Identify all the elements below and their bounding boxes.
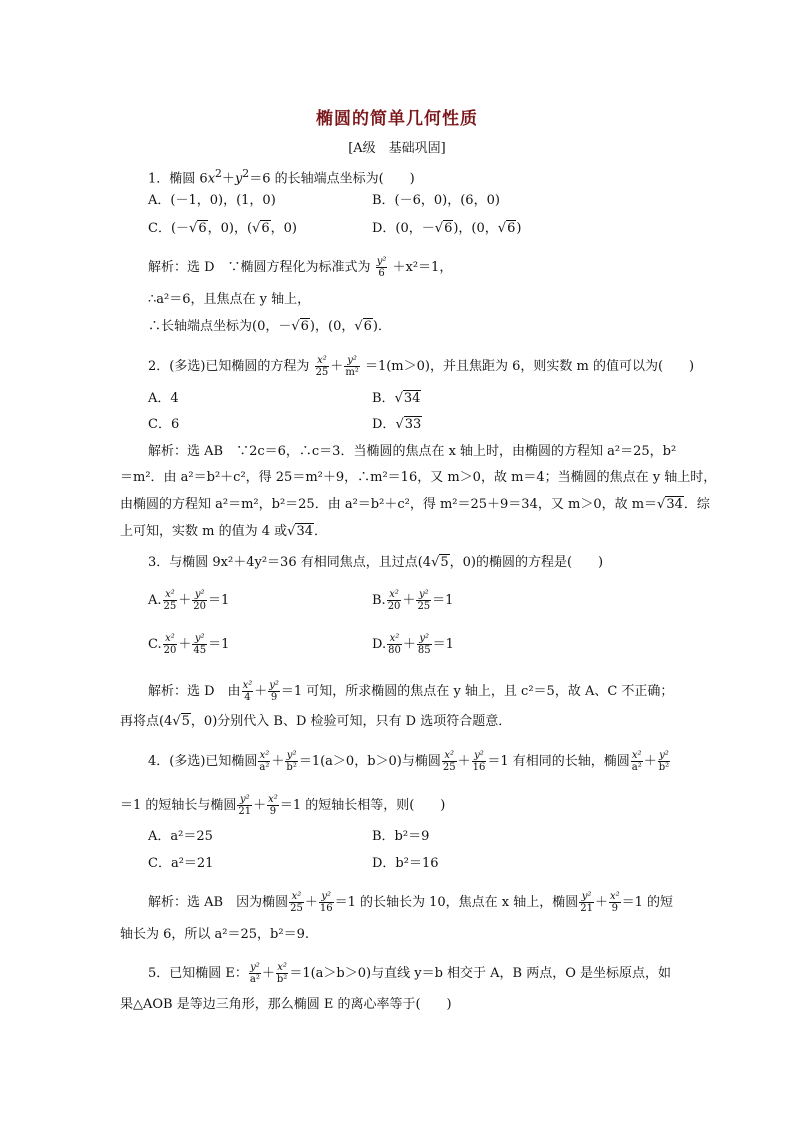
fraction: $\frac{\text{y²}}{25}$ bbox=[417, 589, 431, 612]
fraction: $\frac{\text{x²}}{20}$ bbox=[387, 589, 401, 612]
q2-option-b: B．√34 bbox=[372, 391, 421, 406]
q5-stem-line-1: 5．已知椭圆 E： $\frac{\text{y²}}{\text{a²}}$ ＋ $\frac{\text{x²}}{\text{b²}}$ ＝1(a＞b＞0)与直线 y＝b 相交于 A，B 两点，O 是坐标原点，如 bbox=[148, 962, 672, 985]
q1-option-c: C．(－√6，0)，(√6，0) bbox=[148, 221, 297, 236]
fraction: $\frac{\text{y²}}{45}$ bbox=[193, 633, 207, 656]
q4-option-a: A．a²＝25 bbox=[148, 829, 213, 844]
fraction: $\frac{\text{y²}}{20}$ bbox=[193, 589, 207, 612]
q1-solution-line-1: 解析：选 D ∵椭圆方程化为标准式为 $\frac{\text{y²}}{6}$ ＋x²＝1， bbox=[148, 256, 453, 279]
fraction: $\frac{\text{y²}}{\text{a²}}$ bbox=[249, 962, 260, 985]
fraction: $\frac{\text{x²}}{9}$ bbox=[610, 891, 620, 914]
fraction: $\frac{\text{y²}}{9}$ bbox=[269, 680, 279, 703]
q4-solution-line-2: 轴长为 6，所以 a²＝25，b²＝9. bbox=[120, 927, 309, 942]
page-title: 椭圆的简单几何性质 bbox=[316, 109, 478, 129]
fraction: $\frac{\text{x²}}{80}$ bbox=[388, 633, 401, 656]
fraction: $\frac{\text{x²}}{9}$ bbox=[268, 794, 278, 817]
fraction: $\frac{\text{x²}}{25}$ bbox=[442, 750, 456, 773]
level-heading: [A级 基础巩固] bbox=[348, 141, 446, 156]
q4-option-c: C．a²＝21 bbox=[148, 856, 214, 871]
q1-solution-line-2: ∴a²＝6，且焦点在 y 轴上， bbox=[148, 292, 311, 307]
q2-solution-line-3: 由椭圆的方程知 a²＝m²，b²＝25．由 a²＝b²＋c²，得 m²＝25＋9＝34，又 m＞0，故 m＝√34．综 bbox=[120, 497, 710, 512]
q1-option-d: D．(0，－√6)，(0，√6) bbox=[372, 221, 522, 236]
q2-solution-line-4: 上可知，实数 m 的值为 4 或√34． bbox=[120, 524, 327, 539]
q1-option-b: B．(－6，0)，(6，0) bbox=[372, 193, 500, 208]
q3-solution-line-1: 解析：选 D 由 $\frac{\text{x²}}{4}$ ＋ $\frac{\text{y²}}{9}$ ＝1 可知，所求椭圆的焦点在 y 轴上，且 c²＝5，故 A、C 不正确； bbox=[148, 680, 674, 703]
q2-stem: 2．(多选)已知椭圆的方程为 $\frac{\text{x²}}{25}$ ＋ $\frac{\text{y²}}{\text{m²}}$ ＝1(m＞0)，并且焦距为 6，则实数 m 的值可以为( ) bbox=[148, 355, 695, 378]
fraction: $\frac{\text{x²}}{\text{a²}}$ bbox=[259, 750, 270, 773]
fraction: $\frac{\text{y²}}{\text{m²}}$ bbox=[345, 355, 359, 378]
fraction: $\frac{\text{y²}}{16}$ bbox=[319, 891, 333, 914]
q1-solution-line-3: ∴长轴端点坐标为(0，－√6)，(0，√6)． bbox=[148, 319, 391, 334]
fraction: $\frac{\text{x²}}{\text{a²}}$ bbox=[631, 750, 642, 773]
q4-stem-line-1: 4．(多选)已知椭圆 $\frac{\text{x²}}{\text{a²}}$ ＋ $\frac{\text{y²}}{\text{b²}}$ ＝1(a＞0，b＞0)与椭圆 $\frac{\text{x²}}{25}$ ＋ $\frac{\text{y²}}{16}$ ＝1 有相同的长轴，椭圆 $\frac{\text{x²}}{\text{a²}}$ ＋ $\frac{\text{y²}}{\text{b²}}$ bbox=[148, 750, 670, 773]
q5-stem-line-2: 果△AOB 是等边三角形，那么椭圆 E 的离心率等于( ) bbox=[120, 997, 452, 1012]
q4-solution-line-1: 解析：选 AB 因为椭圆 $\frac{\text{x²}}{25}$ ＋ $\frac{\text{y²}}{16}$ ＝1 的长轴长为 10，焦点在 x 轴上，椭圆 $\frac{\text{y²}}{21}$ ＋ $\frac{\text{x²}}{9}$ ＝1 的短 bbox=[148, 891, 674, 914]
q3-option-c: C. $\frac{\text{x²}}{20}$ ＋ $\frac{\text{y²}}{45}$ ＝1 bbox=[148, 633, 230, 656]
q4-stem-line-2: ＝1 的短轴长与椭圆 $\frac{\text{y²}}{21}$ ＋ $\frac{\text{x²}}{9}$ ＝1 的短轴长相等，则( ) bbox=[120, 794, 446, 817]
q2-solution-line-2: ＝m²．由 a²＝b²＋c²，得 25＝m²＋9，∴m²＝16，又 m＞0，故 m＝4；当椭圆的焦点在 y 轴上时， bbox=[120, 470, 717, 485]
fraction: $\frac{\text{y²}}{6}$ bbox=[376, 256, 387, 279]
fraction: $\frac{\text{x²}}{\text{b²}}$ bbox=[276, 962, 288, 985]
q2-option-a: A．4 bbox=[148, 391, 179, 406]
q2-option-c: C．6 bbox=[148, 417, 180, 432]
fraction: $\frac{\text{y²}}{21}$ bbox=[238, 794, 252, 817]
q2-solution-line-1: 解析：选 AB ∵2c＝6，∴c＝3．当椭圆的焦点在 x 轴上时，由椭圆的方程知 a²＝25，b² bbox=[148, 444, 677, 459]
q4-option-d: D．b²＝16 bbox=[372, 856, 439, 871]
q3-stem: 3．与椭圆 9x²＋4y²＝36 有相同焦点，且过点(4√5，0)的椭圆的方程是( ) bbox=[148, 555, 604, 570]
q3-option-d: D. $\frac{\text{x²}}{80}$ ＋ $\frac{\text{y²}}{85}$ ＝1 bbox=[372, 633, 454, 656]
q2-option-d: D．√33 bbox=[372, 417, 422, 432]
fraction: $\frac{\text{x²}}{25}$ bbox=[315, 355, 329, 378]
q3-option-a: A. $\frac{\text{x²}}{25}$ ＋ $\frac{\text{y²}}{20}$ ＝1 bbox=[148, 589, 230, 612]
fraction: $\frac{\text{y²}}{85}$ bbox=[417, 633, 431, 656]
fraction: $\frac{\text{y²}}{16}$ bbox=[472, 750, 486, 773]
fraction: $\frac{\text{x²}}{25}$ bbox=[163, 589, 177, 612]
fraction: $\frac{\text{x²}}{20}$ bbox=[163, 633, 177, 656]
q4-option-b: B．b²＝9 bbox=[372, 829, 430, 844]
fraction: $\frac{\text{x²}}{25}$ bbox=[290, 891, 303, 914]
fraction: $\frac{\text{x²}}{4}$ bbox=[242, 680, 253, 703]
q3-option-b: B. $\frac{\text{x²}}{20}$ ＋ $\frac{\text{y²}}{25}$ ＝1 bbox=[372, 589, 454, 612]
fraction: $\frac{\text{y²}}{\text{b²}}$ bbox=[286, 750, 297, 773]
q1-stem: 1．椭圆 $6x^2+y^2=6$ 的长轴端点坐标为( ) bbox=[148, 167, 415, 187]
fraction: $\frac{\text{y²}}{21}$ bbox=[580, 891, 593, 914]
q3-solution-line-2: 再将点(4√5，0)分别代入 B、D 检验可知，只有 D 选项符合题意． bbox=[120, 714, 512, 729]
q1-option-a: A．(－1，0)，(1，0) bbox=[148, 193, 276, 208]
fraction: $\frac{\text{y²}}{\text{b²}}$ bbox=[658, 750, 670, 773]
